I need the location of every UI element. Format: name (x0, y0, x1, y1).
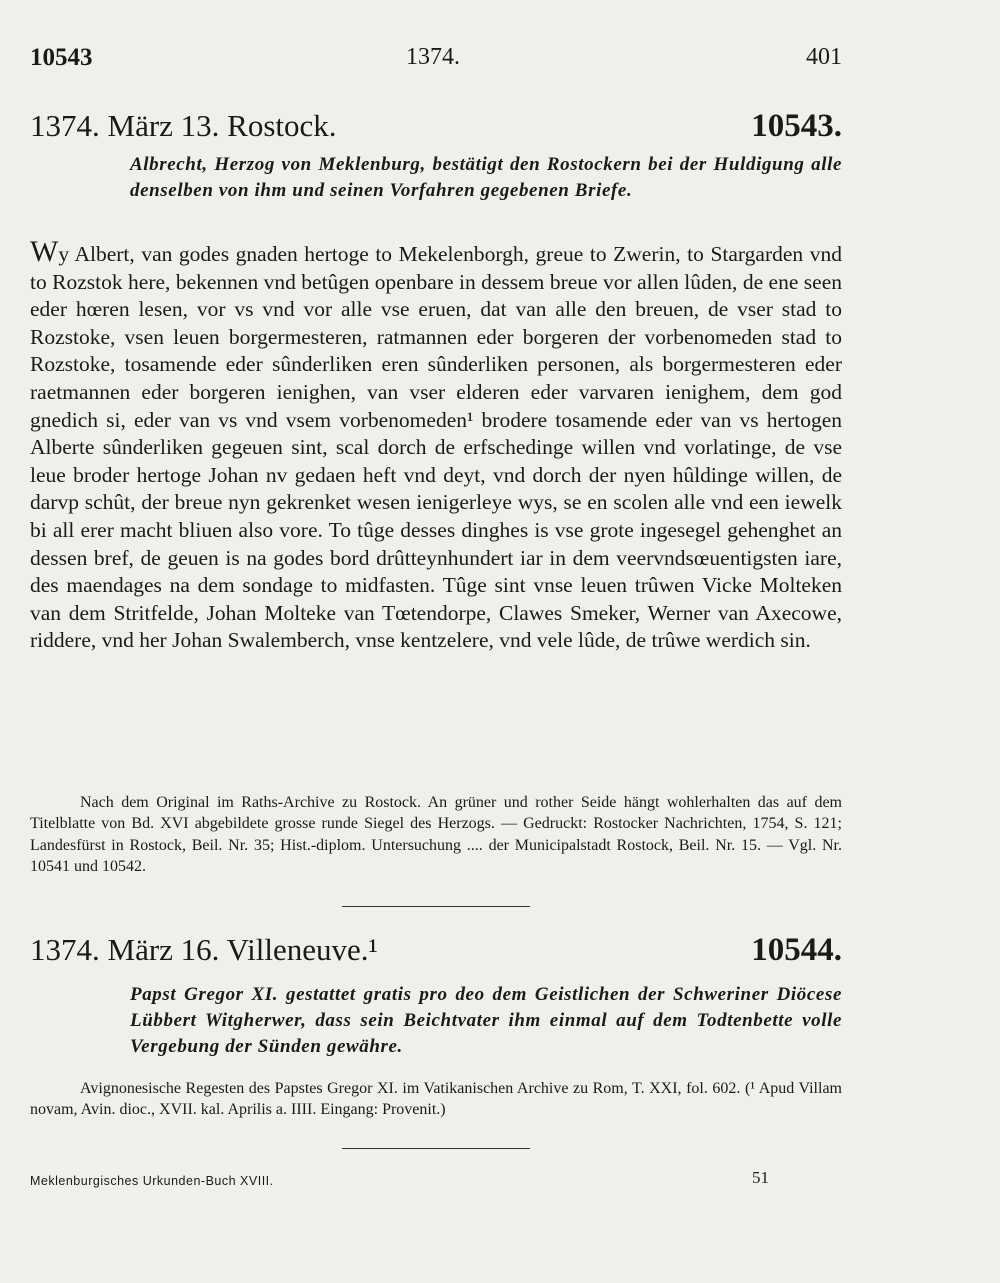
separator-rule (342, 1148, 530, 1149)
running-head-document-number: 10543 (30, 44, 93, 71)
entry-date-place: 1374. März 16. Villeneuve.¹ (30, 932, 378, 967)
footer-signature: Meklenburgisches Urkunden-Buch XVIII. (30, 1174, 274, 1188)
entry-heading-10543 (30, 108, 842, 152)
page-number: 401 (806, 44, 842, 70)
running-head-year: 1374. (406, 44, 460, 70)
charter-text (30, 235, 842, 655)
entry-number: 10543. (751, 108, 842, 144)
entry-date-place: 1374. März 13. Rostock. (30, 108, 337, 143)
entry-regest: Papst Gregor XI. gestattet gratis pro deo dem Geistlichen der Schweriner Diöcese Lübbert Witgherwer, dass sein Beichtvater ihm einmal auf dem Todtenbette volle Vergebung der Sünden gewähre. (130, 984, 842, 1057)
entry-heading-10544 (30, 932, 842, 976)
charter-body: y Albert, van godes gnaden hertoge to Mekelenborgh, greue to Zwerin, to Stargarden vnd to Rozstok here, bekennen vnd betûgen openbare in dessem breue vor allen lûden, de ene seen eder hœren lesen, vor vs vnd vor alle vse eruen, dat van alle den breuen, de vser stad to Rozstoke, vsen leuen borgermesteren, ratmannen eder borgeren der vorbenomeden stad to Rozstoke, tosamende eder sûnderliken eren sûnderliken personen, als borgermesteren eder raetmannen eder borgeren ienighen, van vser elderen eder varvaren ienighem, dem god gnedich si, eder van vs vnd vsem vorbenomeden¹ brodere tosamende eder van vs hertogen Alberte sûnderliken gegeuen sint, scal dorch de erfschedinge willen vnd vorlatinge, de vse leue broder hertoge Johan nv gedaen heft vnd deyt, vnd dorch der nyen hûldinge willen, de darvp schût, der breue nyn gekrenket wesen ienigerleye wys, se en scolen alle vnd een iewelk bi all erer macht bliuen also vore. To tûge desses dinghes is vse grote ingesegel gehenghet an dessen bref, de geuen is na godes bord drûtteynhundert iar in dem veervndsœuentigsten iare, des maendages na dem sondage to midfasten. Tûge sint vnse leuen trûwen Vicke Molteken van dem Stritfelde, Johan Molteke van Tœtendorpe, Clawes Smeker, Werner van Axecowe, riddere, vnd her Johan Swalemberch, vnse kentzelere, vnd vele lûde, de trûwe werdich sin. (30, 242, 842, 653)
entry-regest: Albrecht, Herzog von Meklenburg, bestätigt den Rostockern bei der Huldigung alle denselben von ihm und seinen Vorfahren gegebenen Briefe. (130, 154, 842, 201)
source-note: Avignonesische Regesten des Papstes Gregor XI. im Vatikanischen Archive zu Rom, T. XXI, fol. 602. (¹ Apud Villam novam, Avin. dioc., XVII. kal. Aprilis a. IIII. Eingang: Provenit.) (30, 1080, 842, 1119)
page-footer (30, 1168, 842, 1190)
drop-cap: W (30, 235, 59, 268)
running-head (30, 44, 842, 78)
sheet-number: 51 (752, 1168, 769, 1187)
entry-number: 10544. (751, 932, 842, 968)
source-note: Nach dem Original im Raths-Archive zu Rostock. An grüner und rother Seide hängt wohlerhalten das auf dem Titelblatte von Bd. XVI abgebildete grosse runde Siegel des Herzogs. — Gedruckt: Rostocker Nachrichten, 1754, S. 121; Landesfürst in Rostock, Beil. Nr. 35; Hist.-diplom. Untersuchung .... der Municipalstadt Rostock, Beil. Nr. 15. — Vgl. Nr. 10541 und 10542. (30, 794, 842, 876)
separator-rule (342, 906, 530, 907)
